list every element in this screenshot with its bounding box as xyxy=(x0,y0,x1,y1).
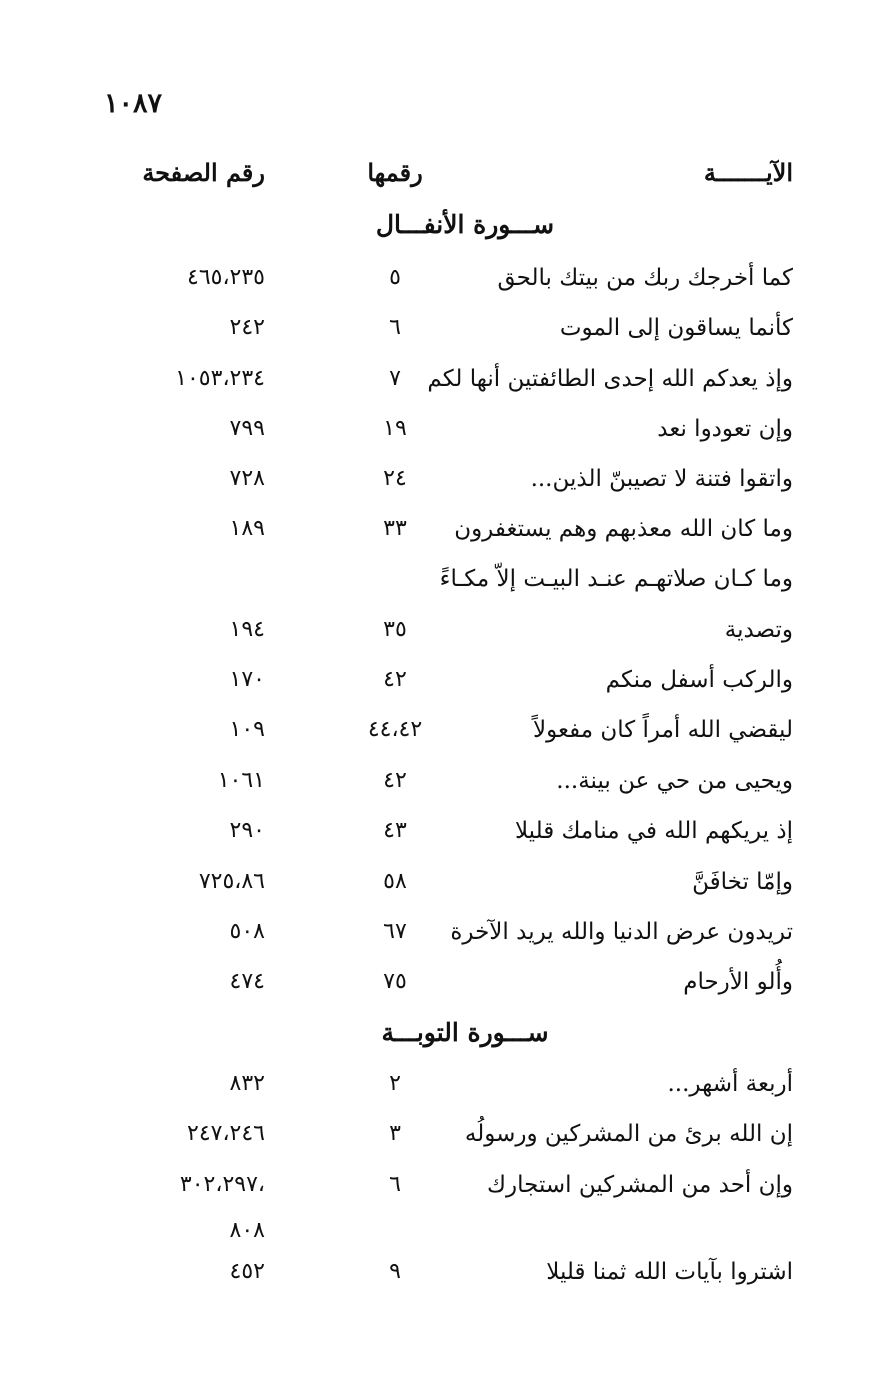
page-reference: ١٠٩ xyxy=(229,717,265,742)
verse-text: وأُلو الأرحام xyxy=(683,969,793,995)
verse-text: وإذ يعدكم الله إحدى الطائفتين أنها لكم xyxy=(427,366,793,392)
verse-text: وإن أحد من المشركين استجارك xyxy=(487,1172,793,1198)
verse-text: ليقضي الله أمراً كان مفعولاً xyxy=(533,717,793,743)
header-page-number: رقم الصفحة xyxy=(142,158,265,187)
ayah-number: ٣٣ xyxy=(383,516,407,541)
page-reference: ١٠٥٣،٢٣٤ xyxy=(175,366,265,391)
page-reference: ٤٦٥،٢٣٥ xyxy=(187,265,265,290)
verse-text: اشتروا بآيات الله ثمنا قليلا xyxy=(546,1259,793,1285)
ayah-number: ٩ xyxy=(389,1259,401,1284)
ayah-number: ٣٥ xyxy=(383,617,407,642)
verse-text: والركب أسفل منكم xyxy=(605,667,793,693)
header-ayah-number: رقمها xyxy=(367,158,423,187)
verse-text: ويحيى من حي عن بينة... xyxy=(556,768,793,794)
ayah-number: ٤٤،٤٢ xyxy=(367,717,423,742)
ayah-number: ٢ xyxy=(389,1071,401,1096)
page-reference: ١٧٠ xyxy=(229,667,265,692)
verse-text: وما كان الله معذبهم وهم يستغفرون xyxy=(454,516,793,542)
ayah-number: ٥٨ xyxy=(383,869,407,894)
verse-text: وإمّا تخافَنَّ xyxy=(692,869,793,895)
verse-text: وما كـان صلاتهـم عنـد البيـت إلاّ مكـاءً xyxy=(439,566,793,592)
surah-title-anfal: ســـورة الأنفـــال xyxy=(375,210,555,239)
page-reference: ٧٢٥،٨٦ xyxy=(198,869,265,894)
page-number: ١٠٨٧ xyxy=(104,88,163,119)
page-reference: ٢٤٧،٢٤٦ xyxy=(187,1121,265,1146)
page-reference: ١٨٩ xyxy=(229,516,265,541)
ayah-number: ٢٤ xyxy=(383,466,407,491)
verse-text: وإن تعودوا نعد xyxy=(657,416,793,442)
page-reference: ،٣٠٢،٢٩٧ xyxy=(179,1172,265,1197)
page-reference: ٤٧٤ xyxy=(229,969,265,994)
page-reference: ٥٠٨ xyxy=(229,919,265,944)
page-reference: ٨٠٨ xyxy=(229,1218,265,1243)
ayah-number: ٤٣ xyxy=(383,818,407,843)
page-reference: ٧٢٨ xyxy=(229,466,265,491)
ayah-number: ٤٢ xyxy=(383,667,407,692)
ayah-number: ٣ xyxy=(389,1121,401,1146)
verse-text: واتقوا فتنة لا تصيبنّ الذين... xyxy=(530,466,793,492)
page-reference: ٤٥٢ xyxy=(229,1259,265,1284)
verse-text: أربعة أشهر... xyxy=(667,1071,793,1097)
ayah-number: ٦٧ xyxy=(383,919,407,944)
verse-text: إذ يريكهم الله في منامك قليلا xyxy=(514,818,793,844)
ayah-number: ١٩ xyxy=(383,416,407,441)
ayah-number: ٦ xyxy=(389,315,401,340)
page-reference: ١٠٦١ xyxy=(217,768,265,793)
verse-text: تريدون عرض الدنيا والله يريد الآخرة xyxy=(450,919,793,945)
page-reference: ١٩٤ xyxy=(229,617,265,642)
page-reference: ٢٩٠ xyxy=(229,818,265,843)
verse-text: كما أخرجك ربك من بيتك بالحق xyxy=(497,265,793,291)
ayah-number: ٤٢ xyxy=(383,768,407,793)
surah-title-tawbah: ســـورة التوبـــة xyxy=(381,1018,549,1047)
header-verse: الآيـــــــة xyxy=(703,158,793,187)
verse-text: كأنما يساقون إلى الموت xyxy=(559,315,793,341)
ayah-number: ٧ xyxy=(389,366,401,391)
page-reference: ٨٣٢ xyxy=(229,1071,265,1096)
page-reference: ٢٤٢ xyxy=(229,315,265,340)
verse-text: وتصدية xyxy=(724,617,793,643)
ayah-number: ٦ xyxy=(389,1172,401,1197)
ayah-number: ٧٥ xyxy=(383,969,407,994)
page-reference: ٧٩٩ xyxy=(229,416,265,441)
verse-text: إن الله برئ من المشركين ورسولُه xyxy=(464,1121,793,1147)
ayah-number: ٥ xyxy=(389,265,401,290)
